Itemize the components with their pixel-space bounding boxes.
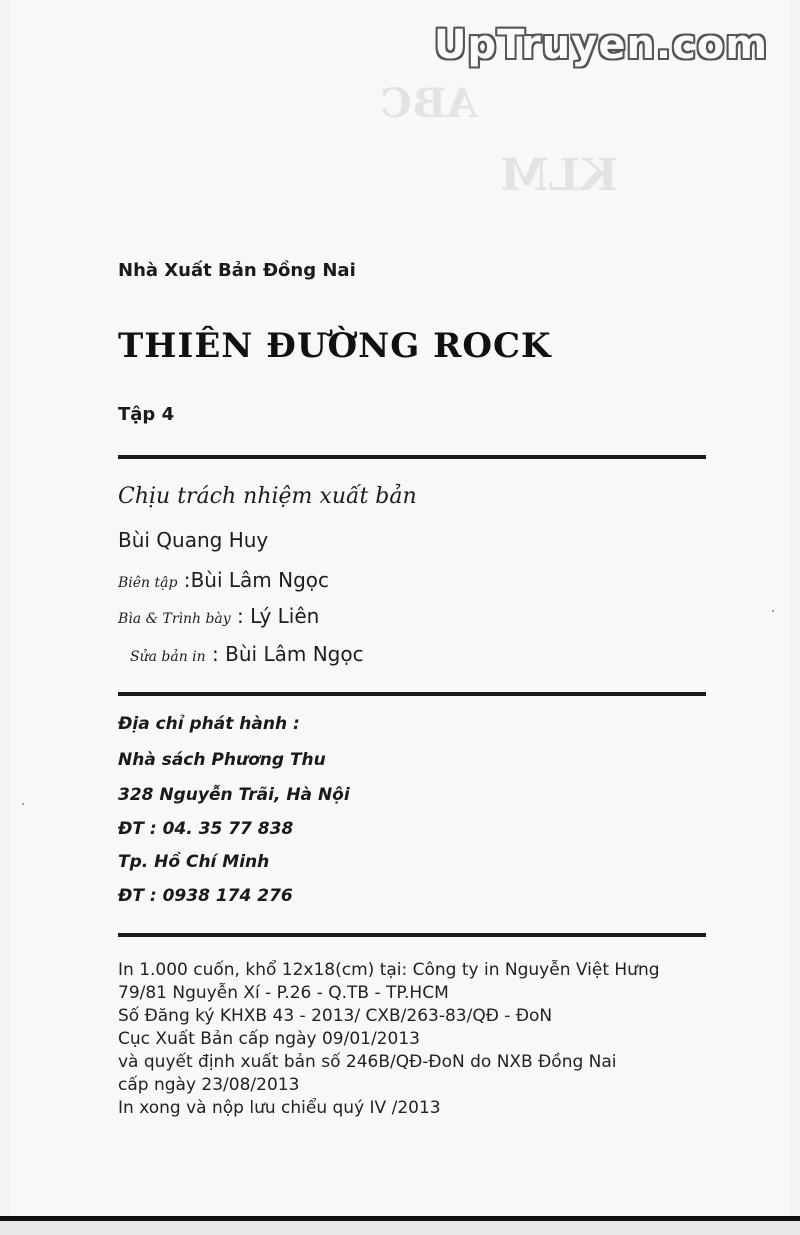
bleed-through-mark: KLM [500, 150, 618, 201]
printing-line: Số Đăng ký KHXB 43 - 2013/ CXB/263-83/QĐ - ĐoN [118, 1006, 553, 1026]
printing-line: và quyết định xuất bản số 246B/QĐ-ĐoN do NXB Đồng Nai [118, 1052, 617, 1072]
volume-number: Tập 4 [118, 404, 175, 425]
store-address: 328 Nguyễn Trãi, Hà Nội [118, 785, 350, 805]
credit-name: Bùi Lâm Ngọc [190, 568, 329, 592]
scan-speck [22, 803, 24, 805]
city-name: Tp. Hồ Chí Minh [118, 852, 270, 872]
distribution-heading: Địa chỉ phát hành : [118, 714, 300, 734]
publisher-name: Nhà Xuất Bản Đồng Nai [118, 260, 356, 281]
credit-separator: : [177, 568, 191, 592]
divider [118, 933, 706, 937]
responsible-heading: Chịu trách nhiệm xuất bản [118, 484, 417, 509]
credit-proofreader [130, 642, 364, 666]
bleed-through-mark: ABC [380, 80, 478, 127]
printing-line: 79/81 Nguyễn Xí - P.26 - Q.TB - TP.HCM [118, 983, 449, 1003]
book-title: THIÊN ĐƯỜNG ROCK [118, 326, 552, 366]
phone-hanoi: ĐT : 04. 35 77 838 [118, 819, 294, 839]
credit-role: Sửa bản in [130, 649, 206, 665]
printing-line: In xong và nộp lưu chiểu quý IV /2013 [118, 1098, 441, 1118]
credit-cover-layout [118, 604, 319, 628]
credit-name: Lý Liên [250, 604, 320, 628]
credit-editor [118, 568, 329, 592]
divider [118, 455, 706, 459]
credit-name: Bùi Lâm Ngọc [225, 642, 364, 666]
printing-line: cấp ngày 23/08/2013 [118, 1075, 300, 1095]
phone-hcm: ĐT : 0938 174 276 [118, 886, 293, 906]
credit-separator: : [205, 642, 226, 666]
credit-role: Bìa & Trình bày [118, 611, 231, 627]
scan-bottom-margin [0, 1221, 800, 1235]
scan-speck [772, 610, 774, 612]
divider [118, 692, 706, 696]
store-name: Nhà sách Phương Thu [118, 750, 326, 770]
printing-line: Cục Xuất Bản cấp ngày 09/01/2013 [118, 1029, 420, 1049]
printing-line: In 1.000 cuốn, khổ 12x18(cm) tại: Công ty in Nguyễn Việt Hưng [118, 960, 660, 980]
credit-role: Biên tập [118, 575, 178, 591]
watermark-logo: UpTruyen.com [434, 22, 768, 68]
responsible-name: Bùi Quang Huy [118, 528, 269, 552]
credit-separator: : [230, 604, 251, 628]
